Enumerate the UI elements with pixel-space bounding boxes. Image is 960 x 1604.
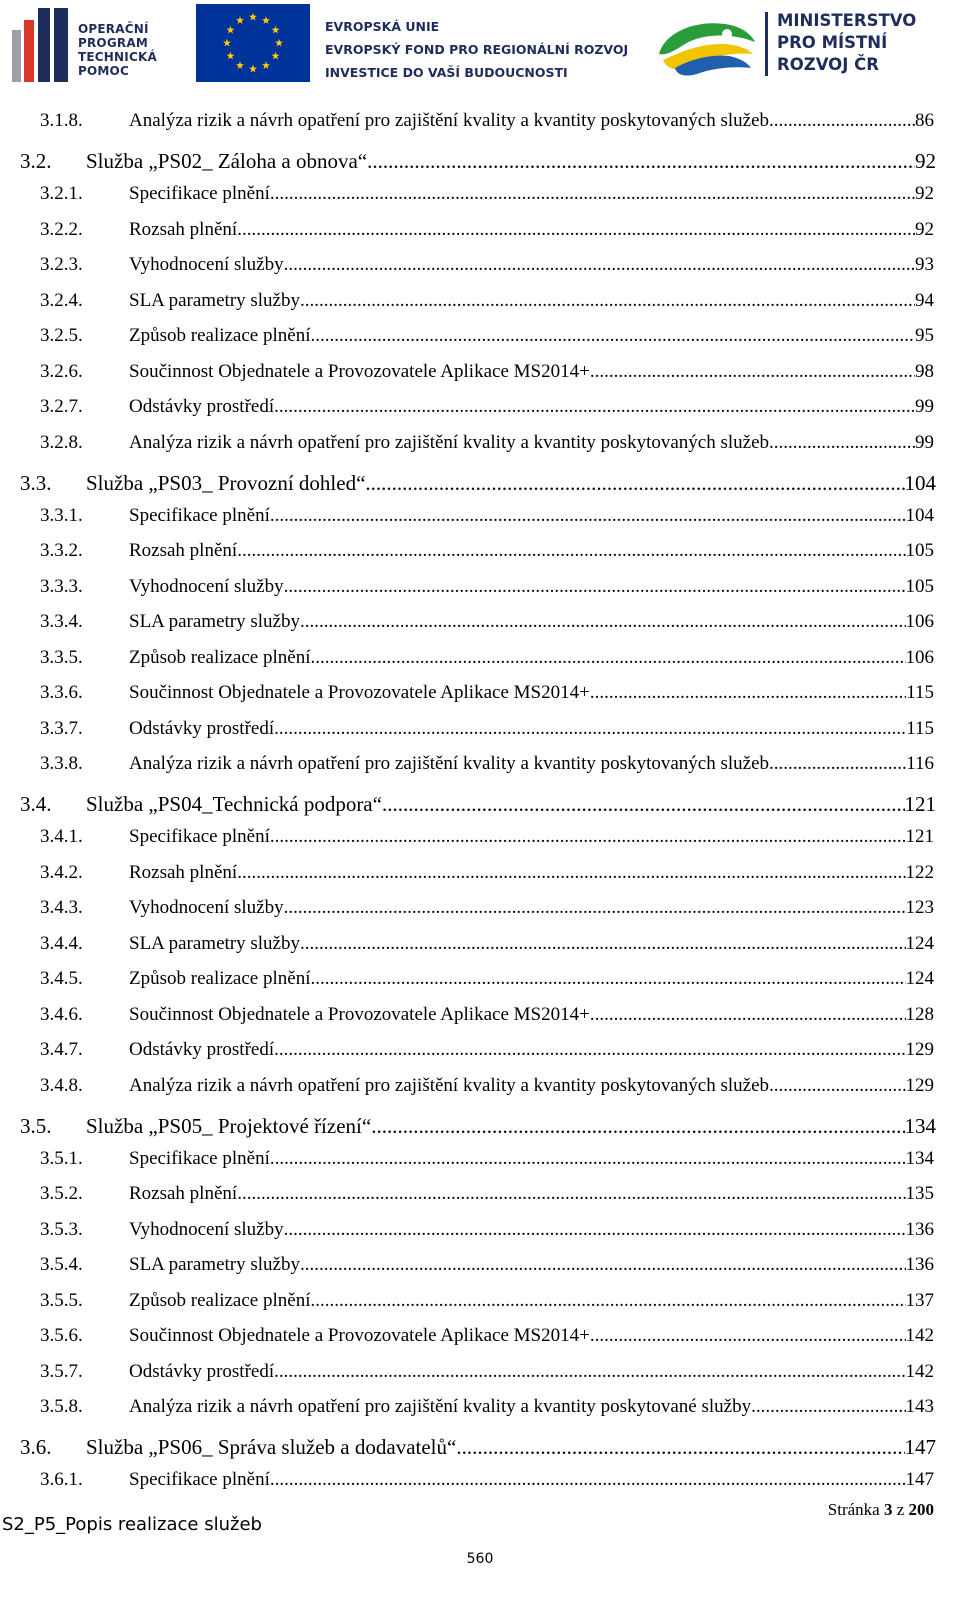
toc-entry-title: Analýza rizik a návrh opatření pro zajištění kvality a kvantity poskytovaných služeb <box>129 753 769 774</box>
footer-page-indicator <box>828 1500 934 1520</box>
toc-entry-number: 3.4.3. <box>40 897 83 918</box>
toc-entry-number: 3.2.1. <box>40 183 83 204</box>
toc-leader-dots <box>284 1219 906 1241</box>
toc-leader-dots <box>274 396 915 418</box>
toc-leader-dots <box>769 753 906 775</box>
toc-subsection-entry[interactable] <box>40 290 934 312</box>
eu-star-icon <box>262 16 270 24</box>
op-logo-line: OPERAČNÍ <box>78 22 149 36</box>
toc-entry-page: 106 <box>905 611 934 632</box>
toc-entry-title: SLA parametry služby <box>129 1254 300 1275</box>
toc-leader-dots <box>365 471 904 496</box>
toc-entry-page: 123 <box>905 897 934 918</box>
toc-entry-page: 124 <box>905 932 934 954</box>
toc-entry-page: 116 <box>906 753 934 774</box>
toc-entry-page: 135 <box>905 1183 934 1204</box>
toc-leader-dots <box>270 1148 906 1170</box>
toc-entry-page: 105 <box>905 575 934 597</box>
toc-entry-number: 3.5.1. <box>40 1147 83 1169</box>
toc-subsection-entry[interactable] <box>40 1469 934 1491</box>
toc-entry-title: Způsob realizace plnění <box>129 325 311 346</box>
toc-entry-page: 121 <box>904 792 936 816</box>
toc-subsection-entry[interactable] <box>40 897 934 919</box>
toc-subsection-entry[interactable] <box>40 183 934 205</box>
toc-section-entry[interactable] <box>20 149 936 174</box>
toc-entry-title: Způsob realizace plnění <box>129 1289 311 1311</box>
toc-entry-page: 142 <box>905 1360 934 1382</box>
eu-star-icon <box>272 52 280 60</box>
toc-entry-title: Analýza rizik a návrh opatření pro zajištění kvality a kvantity poskytovaných služeb <box>129 1074 769 1096</box>
toc-entry-number: 3.3. <box>20 470 52 495</box>
toc-entry-page: 147 <box>905 1469 934 1490</box>
toc-subsection-entry[interactable] <box>40 361 934 383</box>
toc-entry-number: 3.6. <box>20 1435 52 1459</box>
toc-subsection-entry[interactable] <box>40 505 934 527</box>
eu-star-icon <box>236 61 244 69</box>
ministry-emblem-icon <box>655 14 757 76</box>
toc-entry-number: 3.2.2. <box>40 218 83 240</box>
page-total: 200 <box>908 1500 934 1519</box>
toc-entry-number: 3.5. <box>20 1113 52 1138</box>
toc-entry-page: 92 <box>915 183 934 204</box>
toc-entry-title: Specifikace plnění <box>129 1469 270 1490</box>
eu-star-icon <box>226 52 234 60</box>
toc-entry-title: Odstávky prostředí <box>129 717 275 739</box>
toc-leader-dots <box>769 432 915 454</box>
toc-entry-title: Součinnost Objednatele a Provozovatele Aplikace MS2014+ <box>129 682 590 703</box>
toc-entry-page: 134 <box>905 1147 934 1169</box>
toc-entry-number: 3.2.5. <box>40 325 83 346</box>
ministry-line: MINISTERSTVO <box>777 11 917 30</box>
toc-leader-dots <box>590 682 906 704</box>
toc-section-entry[interactable] <box>20 471 936 496</box>
toc-entry-number: 3.2.6. <box>40 360 83 382</box>
toc-entry-page: 92 <box>915 149 936 173</box>
op-logo-line: TECHNICKÁ <box>78 50 157 64</box>
toc-entry-page: 99 <box>915 431 934 453</box>
toc-entry-page: 124 <box>905 968 934 989</box>
toc-entry-title: Analýza rizik a návrh opatření pro zajištění kvality a kvantity poskytované služby <box>129 1396 752 1417</box>
eu-line: INVESTICE DO VAŠÍ BUDOUCNOSTI <box>325 65 568 80</box>
toc-entry-title: Součinnost Objednatele a Provozovatele Aplikace MS2014+ <box>129 360 590 382</box>
toc-entry-number: 3.3.8. <box>40 753 83 774</box>
toc-subsection-entry[interactable] <box>40 1039 934 1061</box>
toc-entry-title: Vyhodnocení služby <box>129 575 284 597</box>
toc-leader-dots <box>382 792 905 817</box>
toc-entry-number: 3.4.7. <box>40 1039 83 1060</box>
toc-subsection-entry[interactable] <box>40 432 934 454</box>
toc-entry-title: Způsob realizace plnění <box>129 646 311 668</box>
toc-leader-dots <box>300 933 906 955</box>
toc-subsection-entry[interactable] <box>40 396 934 418</box>
toc-entry-number: 3.5.4. <box>40 1254 83 1275</box>
eu-fund-text <box>325 15 628 84</box>
toc-entry-title: Služba „PS03_ Provozní dohled“ <box>86 470 366 495</box>
eu-star-icon <box>272 26 280 34</box>
toc-entry-page: 128 <box>905 1003 934 1025</box>
toc-entry-number: 3.4.8. <box>40 1074 83 1096</box>
op-logo-line: POMOC <box>78 64 129 78</box>
toc-leader-dots <box>300 1254 906 1276</box>
toc-entry-number: 3.3.1. <box>40 504 83 526</box>
toc-entry-number: 3.5.8. <box>40 1396 83 1417</box>
toc-entry-title: Odstávky prostředí <box>129 396 275 417</box>
op-bars-icon <box>12 8 70 82</box>
toc-leader-dots <box>237 540 905 562</box>
toc-entry-page: 105 <box>905 540 934 561</box>
toc-entry-title: Rozsah plnění <box>129 540 238 561</box>
toc-subsection-entry[interactable] <box>40 1361 934 1383</box>
toc-subsection-entry[interactable] <box>40 1219 934 1241</box>
toc-leader-dots <box>310 325 915 347</box>
eu-line: EVROPSKÁ UNIE <box>325 19 440 34</box>
toc-entry-title: Služba „PS02_ Záloha a obnova“ <box>86 149 368 173</box>
toc-entry-page: 93 <box>915 254 934 275</box>
toc-entry-title: SLA parametry služby <box>129 611 300 632</box>
toc-leader-dots <box>590 361 915 383</box>
op-logo-line: PROGRAM <box>78 36 148 50</box>
toc-entry-title: Služba „PS04_Technická podpora“ <box>86 792 382 816</box>
toc-entry-page: 129 <box>905 1039 934 1060</box>
toc-entry-title: Analýza rizik a návrh opatření pro zajištění kvality a kvantity poskytovaných služeb <box>129 110 769 131</box>
toc-leader-dots <box>367 149 915 174</box>
toc-entry-title: Rozsah plnění <box>129 1183 238 1204</box>
toc-entry-title: SLA parametry služby <box>129 932 300 954</box>
toc-entry-number: 3.2.4. <box>40 289 83 311</box>
ministry-divider <box>765 12 768 76</box>
toc-subsection-entry[interactable] <box>40 968 934 990</box>
eu-star-icon <box>249 65 257 73</box>
toc-leader-dots <box>590 1004 906 1026</box>
sheet-number: 560 <box>466 1551 494 1567</box>
toc-entry-title: Služba „PS05_ Projektové řízení“ <box>86 1113 372 1138</box>
toc-subsection-entry[interactable] <box>40 1075 934 1097</box>
toc-entry-title: Vyhodnocení služby <box>129 1218 284 1240</box>
toc-entry-title: Součinnost Objednatele a Provozovatele Aplikace MS2014+ <box>129 1325 590 1346</box>
toc-entry-title: Rozsah plnění <box>129 861 238 883</box>
toc-subsection-entry[interactable] <box>40 219 934 241</box>
eu-star-icon <box>223 39 231 47</box>
toc-leader-dots <box>590 1325 906 1347</box>
toc-entry-number: 3.4.4. <box>40 932 83 954</box>
op-technical-assistance-logo <box>12 8 182 82</box>
toc-entry-page: 122 <box>905 861 934 883</box>
toc-entry-number: 3.5.2. <box>40 1183 83 1204</box>
toc-entry-title: Specifikace plnění <box>129 183 270 204</box>
toc-entry-page: 121 <box>905 826 934 847</box>
toc-subsection-entry[interactable] <box>40 611 934 633</box>
eu-star-icon <box>262 61 270 69</box>
toc-entry-page: 104 <box>904 470 936 495</box>
toc-subsection-entry[interactable] <box>40 718 934 740</box>
toc-entry-number: 3.4.6. <box>40 1003 83 1025</box>
toc-entry-title: Analýza rizik a návrh opatření pro zajištění kvality a kvantity poskytovaných služeb <box>129 431 769 453</box>
toc-leader-dots <box>371 1114 904 1139</box>
toc-entry-number: 3.2.7. <box>40 396 83 417</box>
toc-subsection-entry[interactable] <box>40 933 934 955</box>
toc-subsection-entry[interactable] <box>40 1290 934 1312</box>
toc-leader-dots <box>270 183 915 205</box>
toc-subsection-entry[interactable] <box>40 110 934 132</box>
ministry-logo <box>655 6 955 82</box>
page-current: 3 <box>883 1500 893 1519</box>
toc-entry-title: Odstávky prostředí <box>129 1360 275 1382</box>
toc-entry-title: SLA parametry služby <box>129 289 300 311</box>
toc-leader-dots <box>270 505 906 527</box>
toc-entry-page: 94 <box>915 289 934 311</box>
footer-document-name: S2_P5_Popis realizace služeb <box>2 1514 262 1535</box>
toc-leader-dots <box>237 219 915 241</box>
eu-star-icon <box>236 16 244 24</box>
eu-flag-icon <box>196 4 310 82</box>
toc-leader-dots <box>274 1361 905 1383</box>
toc-entry-number: 3.3.7. <box>40 717 83 739</box>
toc-entry-number: 3.2.8. <box>40 431 83 453</box>
toc-subsection-entry[interactable] <box>40 753 934 775</box>
toc-entry-number: 3.4. <box>20 792 52 816</box>
toc-entry-title: Vyhodnocení služby <box>129 897 284 918</box>
ministry-text <box>777 10 916 76</box>
toc-leader-dots <box>751 1396 905 1418</box>
toc-entry-number: 3.4.2. <box>40 861 83 883</box>
toc-entry-title: Služba „PS06_ Správa služeb a dodavatelů“ <box>86 1435 457 1459</box>
toc-leader-dots <box>237 862 905 884</box>
toc-subsection-entry[interactable] <box>40 254 934 276</box>
toc-entry-page: 104 <box>905 504 934 526</box>
ministry-line: PRO MÍSTNÍ <box>777 33 888 52</box>
toc-entry-title: Rozsah plnění <box>129 218 238 240</box>
toc-entry-number: 3.5.7. <box>40 1360 83 1382</box>
toc-entry-number: 3.5.3. <box>40 1218 83 1240</box>
toc-subsection-entry[interactable] <box>40 682 934 704</box>
toc-leader-dots <box>310 1290 905 1312</box>
toc-entry-title: Specifikace plnění <box>129 826 270 847</box>
toc-entry-page: 136 <box>905 1254 934 1275</box>
toc-entry-page: 95 <box>915 325 934 346</box>
toc-entry-page: 143 <box>905 1396 934 1417</box>
toc-leader-dots <box>284 254 915 276</box>
page-word: Stránka <box>827 1500 880 1519</box>
toc-entry-page: 134 <box>904 1113 936 1138</box>
toc-entry-number: 3.6.1. <box>40 1469 83 1490</box>
toc-leader-dots <box>284 576 906 598</box>
toc-entry-page: 115 <box>906 682 934 703</box>
toc-subsection-entry[interactable] <box>40 826 934 848</box>
toc-entry-number: 3.3.4. <box>40 611 83 632</box>
ministry-line: ROZVOJ ČR <box>777 55 879 74</box>
toc-subsection-entry[interactable] <box>40 576 934 598</box>
toc-subsection-entry[interactable] <box>40 325 934 347</box>
toc-section-entry[interactable] <box>20 1435 936 1460</box>
toc-entry-number: 3.1.8. <box>40 110 83 131</box>
toc-leader-dots <box>270 1469 906 1491</box>
toc-entry-page: 99 <box>915 396 934 417</box>
toc-subsection-entry[interactable] <box>40 1325 934 1347</box>
toc-entry-page: 86 <box>915 110 934 131</box>
toc-entry-number: 3.5.6. <box>40 1325 83 1346</box>
eu-star-icon <box>226 26 234 34</box>
toc-leader-dots <box>769 110 915 132</box>
toc-leader-dots <box>274 1039 905 1061</box>
toc-leader-dots <box>300 611 906 633</box>
toc-entry-number: 3.4.1. <box>40 826 83 847</box>
toc-entry-page: 137 <box>905 1289 934 1311</box>
toc-entry-page: 142 <box>905 1325 934 1346</box>
toc-entry-number: 3.3.2. <box>40 540 83 561</box>
toc-leader-dots <box>310 968 905 990</box>
toc-entry-number: 3.2.3. <box>40 254 83 275</box>
toc-section-entry[interactable] <box>20 1114 936 1139</box>
toc-entry-number: 3.5.5. <box>40 1289 83 1311</box>
toc-entry-page: 115 <box>906 717 934 739</box>
toc-entry-page: 106 <box>905 646 934 668</box>
toc-entry-page: 136 <box>905 1218 934 1240</box>
op-logo-text <box>78 22 157 78</box>
page-header <box>0 0 960 88</box>
toc-section-entry[interactable] <box>20 792 936 817</box>
toc-entry-page: 92 <box>915 218 934 240</box>
toc-entry-number: 3.3.6. <box>40 682 83 703</box>
toc-subsection-entry[interactable] <box>40 1004 934 1026</box>
toc-subsection-entry[interactable] <box>40 1396 934 1418</box>
toc-entry-title: Specifikace plnění <box>129 504 270 526</box>
toc-entry-page: 98 <box>915 360 934 382</box>
toc-entry-number: 3.4.5. <box>40 968 83 989</box>
toc-leader-dots <box>284 897 906 919</box>
toc-leader-dots <box>274 718 906 740</box>
toc-entry-title: Způsob realizace plnění <box>129 968 311 989</box>
toc-entry-title: Vyhodnocení služby <box>129 254 284 275</box>
toc-entry-page: 129 <box>905 1074 934 1096</box>
toc-entry-title: Odstávky prostředí <box>129 1039 275 1060</box>
toc-subsection-entry[interactable] <box>40 647 934 669</box>
eu-line: EVROPSKÝ FOND PRO REGIONÁLNÍ ROZVOJ <box>325 42 629 57</box>
toc-subsection-entry[interactable] <box>40 1183 934 1205</box>
page-of: z <box>896 1500 905 1519</box>
toc-subsection-entry[interactable] <box>40 1254 934 1276</box>
toc-leader-dots <box>270 826 906 848</box>
toc-entry-number: 3.2. <box>20 149 52 173</box>
toc-entry-title: Specifikace plnění <box>129 1147 270 1169</box>
eu-star-icon <box>275 39 283 47</box>
toc-leader-dots <box>300 290 915 312</box>
toc-entry-title: Součinnost Objednatele a Provozovatele Aplikace MS2014+ <box>129 1003 590 1025</box>
toc-entry-number: 3.3.5. <box>40 646 83 668</box>
eu-star-icon <box>249 13 257 21</box>
toc-leader-dots <box>237 1183 905 1205</box>
toc-subsection-entry[interactable] <box>40 862 934 884</box>
toc-subsection-entry[interactable] <box>40 540 934 562</box>
toc-entry-page: 147 <box>904 1435 936 1459</box>
toc-leader-dots <box>310 647 905 669</box>
toc-leader-dots <box>456 1435 904 1460</box>
toc-subsection-entry[interactable] <box>40 1148 934 1170</box>
toc-leader-dots <box>769 1075 906 1097</box>
toc-entry-number: 3.3.3. <box>40 575 83 597</box>
